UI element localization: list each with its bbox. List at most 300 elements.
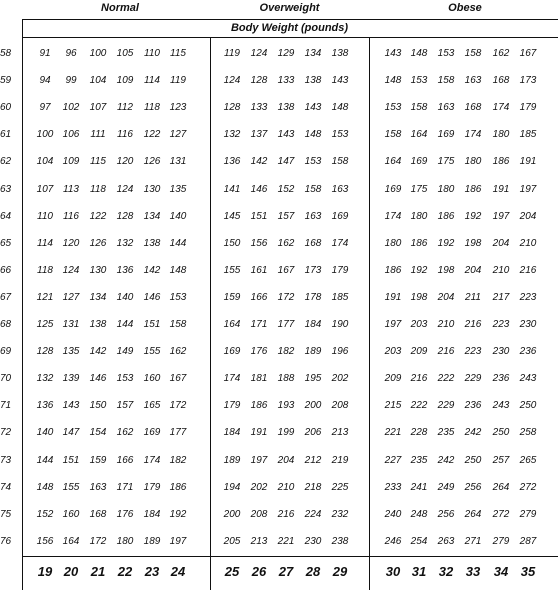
weight-cell: 126 xyxy=(143,156,161,168)
weight-cell: 138 xyxy=(89,319,107,330)
weight-cell: 279 xyxy=(492,535,510,547)
weight-cell: 155 xyxy=(223,264,241,276)
weight-cell: 202 xyxy=(331,373,349,385)
weight-cell: 223 xyxy=(492,319,510,330)
weight-cell: 216 xyxy=(464,319,482,330)
weight-cell: 152 xyxy=(277,183,295,195)
weight-cell: 148 xyxy=(169,264,187,276)
weight-cell: 164 xyxy=(410,129,428,141)
weight-cell: 198 xyxy=(437,264,455,276)
weight-cell: 191 xyxy=(492,183,510,195)
weight-cell: 166 xyxy=(116,454,134,466)
weight-cell: 199 xyxy=(277,427,295,439)
weight-cell: 209 xyxy=(410,346,428,358)
bmi-value: 33 xyxy=(465,564,481,579)
bmi-value: 23 xyxy=(144,564,160,579)
weight-cell: 138 xyxy=(304,75,322,87)
weight-cell: 147 xyxy=(62,427,80,439)
weight-cell: 204 xyxy=(492,237,510,249)
weight-cell: 192 xyxy=(437,237,455,249)
weight-cell: 134 xyxy=(304,48,322,59)
weight-cell: 179 xyxy=(519,102,537,114)
weight-cell: 236 xyxy=(492,373,510,385)
weight-cell: 153 xyxy=(410,75,428,87)
weight-cell: 145 xyxy=(223,210,241,222)
weight-cell: 192 xyxy=(169,508,187,520)
table-row xyxy=(0,372,558,386)
weight-cell: 258 xyxy=(519,427,537,439)
weight-cell: 163 xyxy=(437,102,455,114)
weight-cell: 175 xyxy=(437,156,455,168)
weight-cell: 203 xyxy=(384,346,402,358)
weight-cell: 124 xyxy=(250,48,268,59)
weight-cell: 146 xyxy=(89,373,107,385)
weight-cell: 102 xyxy=(62,102,80,114)
height-label: 71 xyxy=(0,400,12,412)
weight-cell: 132 xyxy=(116,237,134,249)
height-label: 67 xyxy=(0,291,12,303)
height-label: 64 xyxy=(0,210,12,222)
weight-cell: 256 xyxy=(464,481,482,493)
weight-cell: 132 xyxy=(36,373,54,385)
bmi-value: 20 xyxy=(63,564,79,579)
weight-cell: 206 xyxy=(304,427,322,439)
weight-cell: 222 xyxy=(410,400,428,412)
weight-cell: 125 xyxy=(36,319,54,330)
weight-cell: 228 xyxy=(410,427,428,439)
weight-cell: 238 xyxy=(331,535,349,547)
weight-cell: 169 xyxy=(223,346,241,358)
table-row xyxy=(0,535,558,549)
weight-cell: 213 xyxy=(331,427,349,439)
weight-cell: 104 xyxy=(89,75,107,87)
weight-cell: 97 xyxy=(39,102,51,114)
weight-cell: 155 xyxy=(62,481,80,493)
weight-cell: 223 xyxy=(519,291,537,303)
weight-cell: 195 xyxy=(304,373,322,385)
weight-cell: 91 xyxy=(39,48,51,59)
height-label: 73 xyxy=(0,454,12,466)
weight-cell: 232 xyxy=(331,508,349,520)
weight-cell: 250 xyxy=(464,454,482,466)
bmi-value: 29 xyxy=(332,564,348,579)
weight-cell: 96 xyxy=(65,48,77,59)
weight-cell: 169 xyxy=(384,183,402,195)
weight-cell: 230 xyxy=(519,319,537,330)
weight-cell: 129 xyxy=(277,48,295,59)
weight-cell: 213 xyxy=(250,535,268,547)
weight-cell: 151 xyxy=(62,454,80,466)
weight-cell: 179 xyxy=(331,264,349,276)
weight-cell: 204 xyxy=(519,210,537,222)
bmi-row-divider xyxy=(22,556,558,557)
weight-cell: 243 xyxy=(492,400,510,412)
weight-cell: 169 xyxy=(410,156,428,168)
weight-cell: 186 xyxy=(437,210,455,222)
weight-cell: 230 xyxy=(304,535,322,547)
group-normal: Normal xyxy=(101,2,139,14)
weight-cell: 126 xyxy=(89,237,107,249)
weight-cell: 107 xyxy=(89,102,107,114)
weight-cell: 198 xyxy=(464,237,482,249)
weight-cell: 246 xyxy=(384,535,402,547)
weight-cell: 179 xyxy=(223,400,241,412)
weight-cell: 221 xyxy=(277,535,295,547)
weight-cell: 132 xyxy=(223,129,241,141)
weight-cell: 94 xyxy=(39,75,51,87)
bmi-value: 25 xyxy=(224,564,240,579)
weight-cell: 172 xyxy=(277,291,295,303)
weight-cell: 156 xyxy=(36,535,54,547)
weight-cell: 272 xyxy=(519,481,537,493)
weight-cell: 128 xyxy=(223,102,241,114)
weight-cell: 236 xyxy=(464,400,482,412)
weight-cell: 141 xyxy=(223,183,241,195)
weight-cell: 203 xyxy=(410,319,428,330)
weight-cell: 137 xyxy=(250,129,268,141)
weight-cell: 210 xyxy=(519,237,537,249)
weight-cell: 149 xyxy=(116,346,134,358)
weight-cell: 185 xyxy=(331,291,349,303)
weight-cell: 148 xyxy=(384,75,402,87)
weight-cell: 143 xyxy=(62,400,80,412)
weight-cell: 279 xyxy=(519,508,537,520)
weight-cell: 156 xyxy=(250,237,268,249)
weight-cell: 225 xyxy=(331,481,349,493)
weight-cell: 153 xyxy=(331,129,349,141)
weight-cell: 162 xyxy=(116,427,134,439)
weight-cell: 158 xyxy=(464,48,482,59)
bmi-value: 21 xyxy=(90,564,106,579)
weight-cell: 169 xyxy=(437,129,455,141)
weight-cell: 222 xyxy=(437,373,455,385)
weight-cell: 180 xyxy=(464,156,482,168)
weight-cell: 158 xyxy=(169,319,187,330)
weight-cell: 164 xyxy=(223,319,241,330)
weight-cell: 148 xyxy=(36,481,54,493)
weight-cell: 233 xyxy=(384,481,402,493)
weight-cell: 174 xyxy=(143,454,161,466)
table-row xyxy=(0,508,558,522)
table-row xyxy=(0,345,558,359)
weight-cell: 151 xyxy=(143,319,161,330)
weight-cell: 173 xyxy=(304,264,322,276)
weight-cell: 264 xyxy=(464,508,482,520)
table-row xyxy=(0,183,558,197)
table-row xyxy=(0,47,558,61)
weight-cell: 190 xyxy=(331,319,349,330)
weight-cell: 136 xyxy=(36,400,54,412)
body-weight-label: Body Weight (pounds) xyxy=(230,22,349,34)
bmi-value: 28 xyxy=(305,564,321,579)
weight-cell: 196 xyxy=(331,346,349,358)
weight-cell: 159 xyxy=(223,291,241,303)
weight-cell: 150 xyxy=(89,400,107,412)
bmi-value: 26 xyxy=(251,564,267,579)
weight-cell: 212 xyxy=(304,454,322,466)
weight-cell: 186 xyxy=(464,183,482,195)
weight-cell: 148 xyxy=(331,102,349,114)
weight-cell: 138 xyxy=(277,102,295,114)
weight-cell: 168 xyxy=(464,102,482,114)
table-row xyxy=(0,264,558,278)
weight-cell: 115 xyxy=(170,48,186,59)
weight-cell: 188 xyxy=(277,373,295,385)
weight-cell: 157 xyxy=(277,210,295,222)
weight-cell: 257 xyxy=(492,454,510,466)
weight-cell: 119 xyxy=(170,75,186,87)
weight-cell: 192 xyxy=(410,264,428,276)
weight-cell: 134 xyxy=(89,291,107,303)
weight-cell: 163 xyxy=(304,210,322,222)
table-row xyxy=(0,481,558,495)
weight-cell: 180 xyxy=(410,210,428,222)
weight-cell: 144 xyxy=(36,454,54,466)
weight-cell: 182 xyxy=(169,454,187,466)
table-row xyxy=(0,74,558,88)
weight-cell: 128 xyxy=(36,346,54,358)
weight-cell: 134 xyxy=(143,210,161,222)
weight-cell: 113 xyxy=(63,183,79,195)
weight-cell: 236 xyxy=(519,346,537,358)
weight-cell: 185 xyxy=(519,129,537,141)
weight-cell: 229 xyxy=(437,400,455,412)
weight-cell: 189 xyxy=(304,346,322,358)
weight-cell: 163 xyxy=(89,481,107,493)
weight-cell: 249 xyxy=(437,481,455,493)
weight-cell: 210 xyxy=(277,481,295,493)
height-label: 68 xyxy=(0,319,12,330)
weight-cell: 168 xyxy=(89,508,107,520)
weight-cell: 155 xyxy=(143,346,161,358)
weight-cell: 127 xyxy=(62,291,80,303)
weight-cell: 191 xyxy=(519,156,537,168)
weight-cell: 172 xyxy=(169,400,187,412)
weight-cell: 158 xyxy=(304,183,322,195)
weight-cell: 153 xyxy=(169,291,187,303)
weight-cell: 167 xyxy=(519,48,537,59)
weight-cell: 174 xyxy=(223,373,241,385)
weight-cell: 118 xyxy=(144,102,160,114)
weight-cell: 176 xyxy=(116,508,134,520)
subheader-divider xyxy=(22,37,558,38)
weight-cell: 178 xyxy=(304,291,322,303)
weight-cell: 124 xyxy=(62,264,80,276)
table-row xyxy=(0,155,558,169)
weight-cell: 256 xyxy=(437,508,455,520)
weight-cell: 197 xyxy=(519,183,537,195)
weight-cell: 114 xyxy=(144,75,160,87)
weight-cell: 167 xyxy=(277,264,295,276)
weight-cell: 162 xyxy=(492,48,510,59)
weight-cell: 211 xyxy=(465,291,481,303)
weight-cell: 186 xyxy=(169,481,187,493)
weight-cell: 120 xyxy=(62,237,80,249)
weight-cell: 197 xyxy=(250,454,268,466)
height-label: 76 xyxy=(0,535,12,547)
table-row xyxy=(0,426,558,440)
weight-cell: 124 xyxy=(223,75,241,87)
weight-cell: 165 xyxy=(143,400,161,412)
weight-cell: 112 xyxy=(117,102,133,114)
bmi-value: 32 xyxy=(438,564,454,579)
weight-cell: 150 xyxy=(223,237,241,249)
weight-cell: 174 xyxy=(464,129,482,141)
bmi-value: 24 xyxy=(170,564,186,579)
weight-cell: 221 xyxy=(384,427,402,439)
weight-cell: 186 xyxy=(250,400,268,412)
weight-cell: 216 xyxy=(410,373,428,385)
weight-cell: 160 xyxy=(62,508,80,520)
weight-cell: 127 xyxy=(169,129,187,141)
weight-cell: 180 xyxy=(384,237,402,249)
weight-cell: 123 xyxy=(169,102,187,114)
table-row xyxy=(0,399,558,413)
weight-cell: 140 xyxy=(36,427,54,439)
weight-cell: 169 xyxy=(143,427,161,439)
weight-cell: 242 xyxy=(464,427,482,439)
weight-cell: 210 xyxy=(492,264,510,276)
weight-cell: 193 xyxy=(277,400,295,412)
weight-cell: 142 xyxy=(250,156,268,168)
weight-cell: 143 xyxy=(277,129,295,141)
height-label: 72 xyxy=(0,427,12,439)
weight-cell: 171 xyxy=(250,319,268,330)
weight-cell: 176 xyxy=(250,346,268,358)
weight-cell: 167 xyxy=(169,373,187,385)
table-row xyxy=(0,237,558,251)
weight-cell: 136 xyxy=(223,156,241,168)
weight-cell: 146 xyxy=(250,183,268,195)
weight-cell: 138 xyxy=(143,237,161,249)
weight-cell: 263 xyxy=(437,535,455,547)
weight-cell: 142 xyxy=(143,264,161,276)
weight-cell: 143 xyxy=(384,48,402,59)
weight-cell: 209 xyxy=(384,373,402,385)
weight-cell: 151 xyxy=(250,210,268,222)
weight-cell: 116 xyxy=(63,210,79,222)
table-row xyxy=(0,128,558,142)
weight-cell: 240 xyxy=(384,508,402,520)
weight-cell: 166 xyxy=(250,291,268,303)
weight-cell: 124 xyxy=(116,183,134,195)
bmi-value: 35 xyxy=(520,564,536,579)
weight-cell: 180 xyxy=(437,183,455,195)
weight-cell: 173 xyxy=(519,75,537,87)
weight-cell: 148 xyxy=(410,48,428,59)
weight-cell: 223 xyxy=(464,346,482,358)
weight-cell: 184 xyxy=(304,319,322,330)
weight-cell: 215 xyxy=(384,400,402,412)
weight-cell: 287 xyxy=(519,535,537,547)
weight-cell: 122 xyxy=(143,129,161,141)
weight-cell: 119 xyxy=(224,48,240,59)
weight-cell: 114 xyxy=(37,237,53,249)
weight-cell: 163 xyxy=(331,183,349,195)
weight-cell: 179 xyxy=(143,481,161,493)
weight-cell: 100 xyxy=(36,129,54,141)
weight-cell: 243 xyxy=(519,373,537,385)
weight-cell: 235 xyxy=(410,454,428,466)
weight-cell: 158 xyxy=(331,156,349,168)
weight-cell: 227 xyxy=(384,454,402,466)
weight-cell: 264 xyxy=(492,481,510,493)
weight-cell: 143 xyxy=(304,102,322,114)
weight-cell: 107 xyxy=(36,183,54,195)
weight-cell: 177 xyxy=(169,427,187,439)
weight-cell: 186 xyxy=(384,264,402,276)
height-label: 58 xyxy=(0,48,12,59)
weight-cell: 100 xyxy=(89,48,107,59)
table-row xyxy=(0,210,558,224)
weight-cell: 271 xyxy=(464,535,482,547)
weight-cell: 105 xyxy=(116,48,134,59)
weight-cell: 184 xyxy=(143,508,161,520)
weight-cell: 168 xyxy=(304,237,322,249)
weight-cell: 157 xyxy=(116,400,134,412)
weight-cell: 164 xyxy=(62,535,80,547)
weight-cell: 133 xyxy=(250,102,268,114)
weight-cell: 180 xyxy=(492,129,510,141)
weight-cell: 131 xyxy=(62,319,80,330)
weight-cell: 191 xyxy=(250,427,268,439)
weight-cell: 198 xyxy=(410,291,428,303)
weight-cell: 146 xyxy=(143,291,161,303)
weight-cell: 200 xyxy=(223,508,241,520)
weight-cell: 128 xyxy=(116,210,134,222)
weight-cell: 158 xyxy=(410,102,428,114)
weight-cell: 177 xyxy=(277,319,295,330)
weight-cell: 191 xyxy=(384,291,402,303)
weight-cell: 181 xyxy=(250,373,268,385)
height-label: 62 xyxy=(0,156,12,168)
weight-cell: 164 xyxy=(384,156,402,168)
weight-cell: 197 xyxy=(169,535,187,547)
weight-cell: 130 xyxy=(89,264,107,276)
weight-cell: 192 xyxy=(464,210,482,222)
weight-cell: 131 xyxy=(169,156,187,168)
table-row xyxy=(0,454,558,468)
weight-cell: 122 xyxy=(89,210,107,222)
table-row xyxy=(0,318,558,332)
weight-cell: 272 xyxy=(492,508,510,520)
weight-cell: 265 xyxy=(519,454,537,466)
weight-cell: 135 xyxy=(62,346,80,358)
weight-cell: 216 xyxy=(277,508,295,520)
group-obese: Obese xyxy=(448,2,482,14)
weight-cell: 118 xyxy=(90,183,106,195)
weight-cell: 144 xyxy=(116,319,134,330)
weight-cell: 174 xyxy=(331,237,349,249)
weight-cell: 248 xyxy=(410,508,428,520)
weight-cell: 143 xyxy=(331,75,349,87)
height-label: 63 xyxy=(0,183,12,195)
weight-cell: 147 xyxy=(277,156,295,168)
weight-cell: 153 xyxy=(304,156,322,168)
weight-cell: 110 xyxy=(144,48,160,59)
weight-cell: 169 xyxy=(331,210,349,222)
weight-cell: 144 xyxy=(169,237,187,249)
weight-cell: 171 xyxy=(116,481,134,493)
weight-cell: 109 xyxy=(116,75,134,87)
weight-cell: 158 xyxy=(437,75,455,87)
weight-cell: 168 xyxy=(492,75,510,87)
table-row xyxy=(0,291,558,305)
weight-cell: 118 xyxy=(37,264,53,276)
weight-cell: 163 xyxy=(464,75,482,87)
weight-cell: 180 xyxy=(116,535,134,547)
weight-cell: 110 xyxy=(37,210,53,222)
